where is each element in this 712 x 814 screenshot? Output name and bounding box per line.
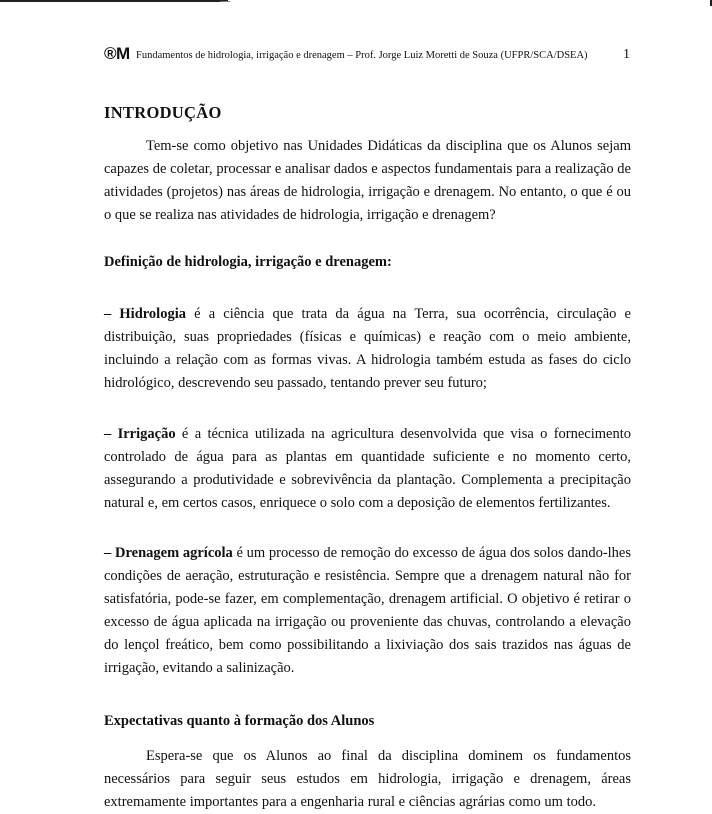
top-scan-rule — [0, 0, 228, 2]
definition-term: Irrigação — [117, 426, 176, 442]
definition-irrigacao — [104, 423, 631, 515]
definition-dash: – — [104, 426, 118, 442]
page-header — [104, 44, 634, 66]
definition-text: é a ciência que trata da água na Terra, sua ocorrência, circulação e distribuição, suas propriedades (físicas e químicas) e reação com o meio ambiente, incluindo a relação com as formas vivas. A hidrologia também estuda as fases do ciclo hidrológico, descrevendo seu passado, tentando prever seu futuro; — [104, 306, 631, 391]
expectations-heading: Expectativas quanto à formação dos Alunos — [104, 713, 375, 729]
definition-drenagem — [104, 542, 631, 680]
document-body — [104, 102, 631, 814]
running-title: Fundamentos de hidrologia, irrigação e drenagem – Prof. Jorge Luiz Moretti de Souza (UFPR/SCA/DSEA) — [136, 50, 588, 61]
definition-hidrologia — [104, 303, 631, 395]
intro-paragraph: Tem-se como objetivo nas Unidades Didáticas da disciplina que os Alunos sejam capazes de coletar, processar e analisar dados e aspectos fundamentais para a realização de atividades (projetos) nas áreas de hidrologia, irrigação e drenagem. No entanto, o que é ou o que se realiza nas atividades de hidrologia, irrigação e drenagem? — [104, 138, 631, 223]
definition-text: é um processo de remoção do excesso de água dos solos dando-lhes condições de aeração, estruturação e resistência. Sempre que a drenagem natural não for satisfatória, pode-se fazer, em complementação, drenagem artificial. O objetivo é retirar o excesso de água aplicada na irrigação ou proveniente das chuvas, controlando a elevação do lençol freático, bem como possibilitando a lixiviação dos sais trazidos nas águas de irrigação, evitando a salinização. — [104, 545, 632, 676]
expectations-paragraph: Espera-se que os Alunos ao final da disciplina dominem os fundamentos necessários para seguir seus estudos em hidrologia, irrigação e drenagem, áreas extremamente importantes para a engenharia rural e ciências agrárias como um todo. — [104, 748, 631, 810]
top-scan-tick — [220, 1, 230, 2]
page-number: 1 — [623, 47, 630, 62]
definition-dash: – — [104, 306, 120, 322]
definitions-heading: Definição de hidrologia, irrigação e drenagem: — [104, 254, 392, 270]
author-logo: ®M — [104, 44, 130, 63]
definition-text: é a técnica utilizada na agricultura desenvolvida que visa o fornecimento controlado de água para as plantas em quantidade suficiente e no momento certo, assegurando a produtividade e sobrevivência da plantação. Complementa a precipitação natural e, em certos casos, enriquece o solo com a deposição de elementos fertilizantes. — [104, 426, 631, 511]
definition-dash: – — [104, 545, 115, 561]
definition-term: Hidrologia — [119, 306, 186, 322]
section-title: INTRODUÇÃO — [104, 103, 222, 122]
definition-term: Drenagem agrícola — [114, 545, 233, 561]
